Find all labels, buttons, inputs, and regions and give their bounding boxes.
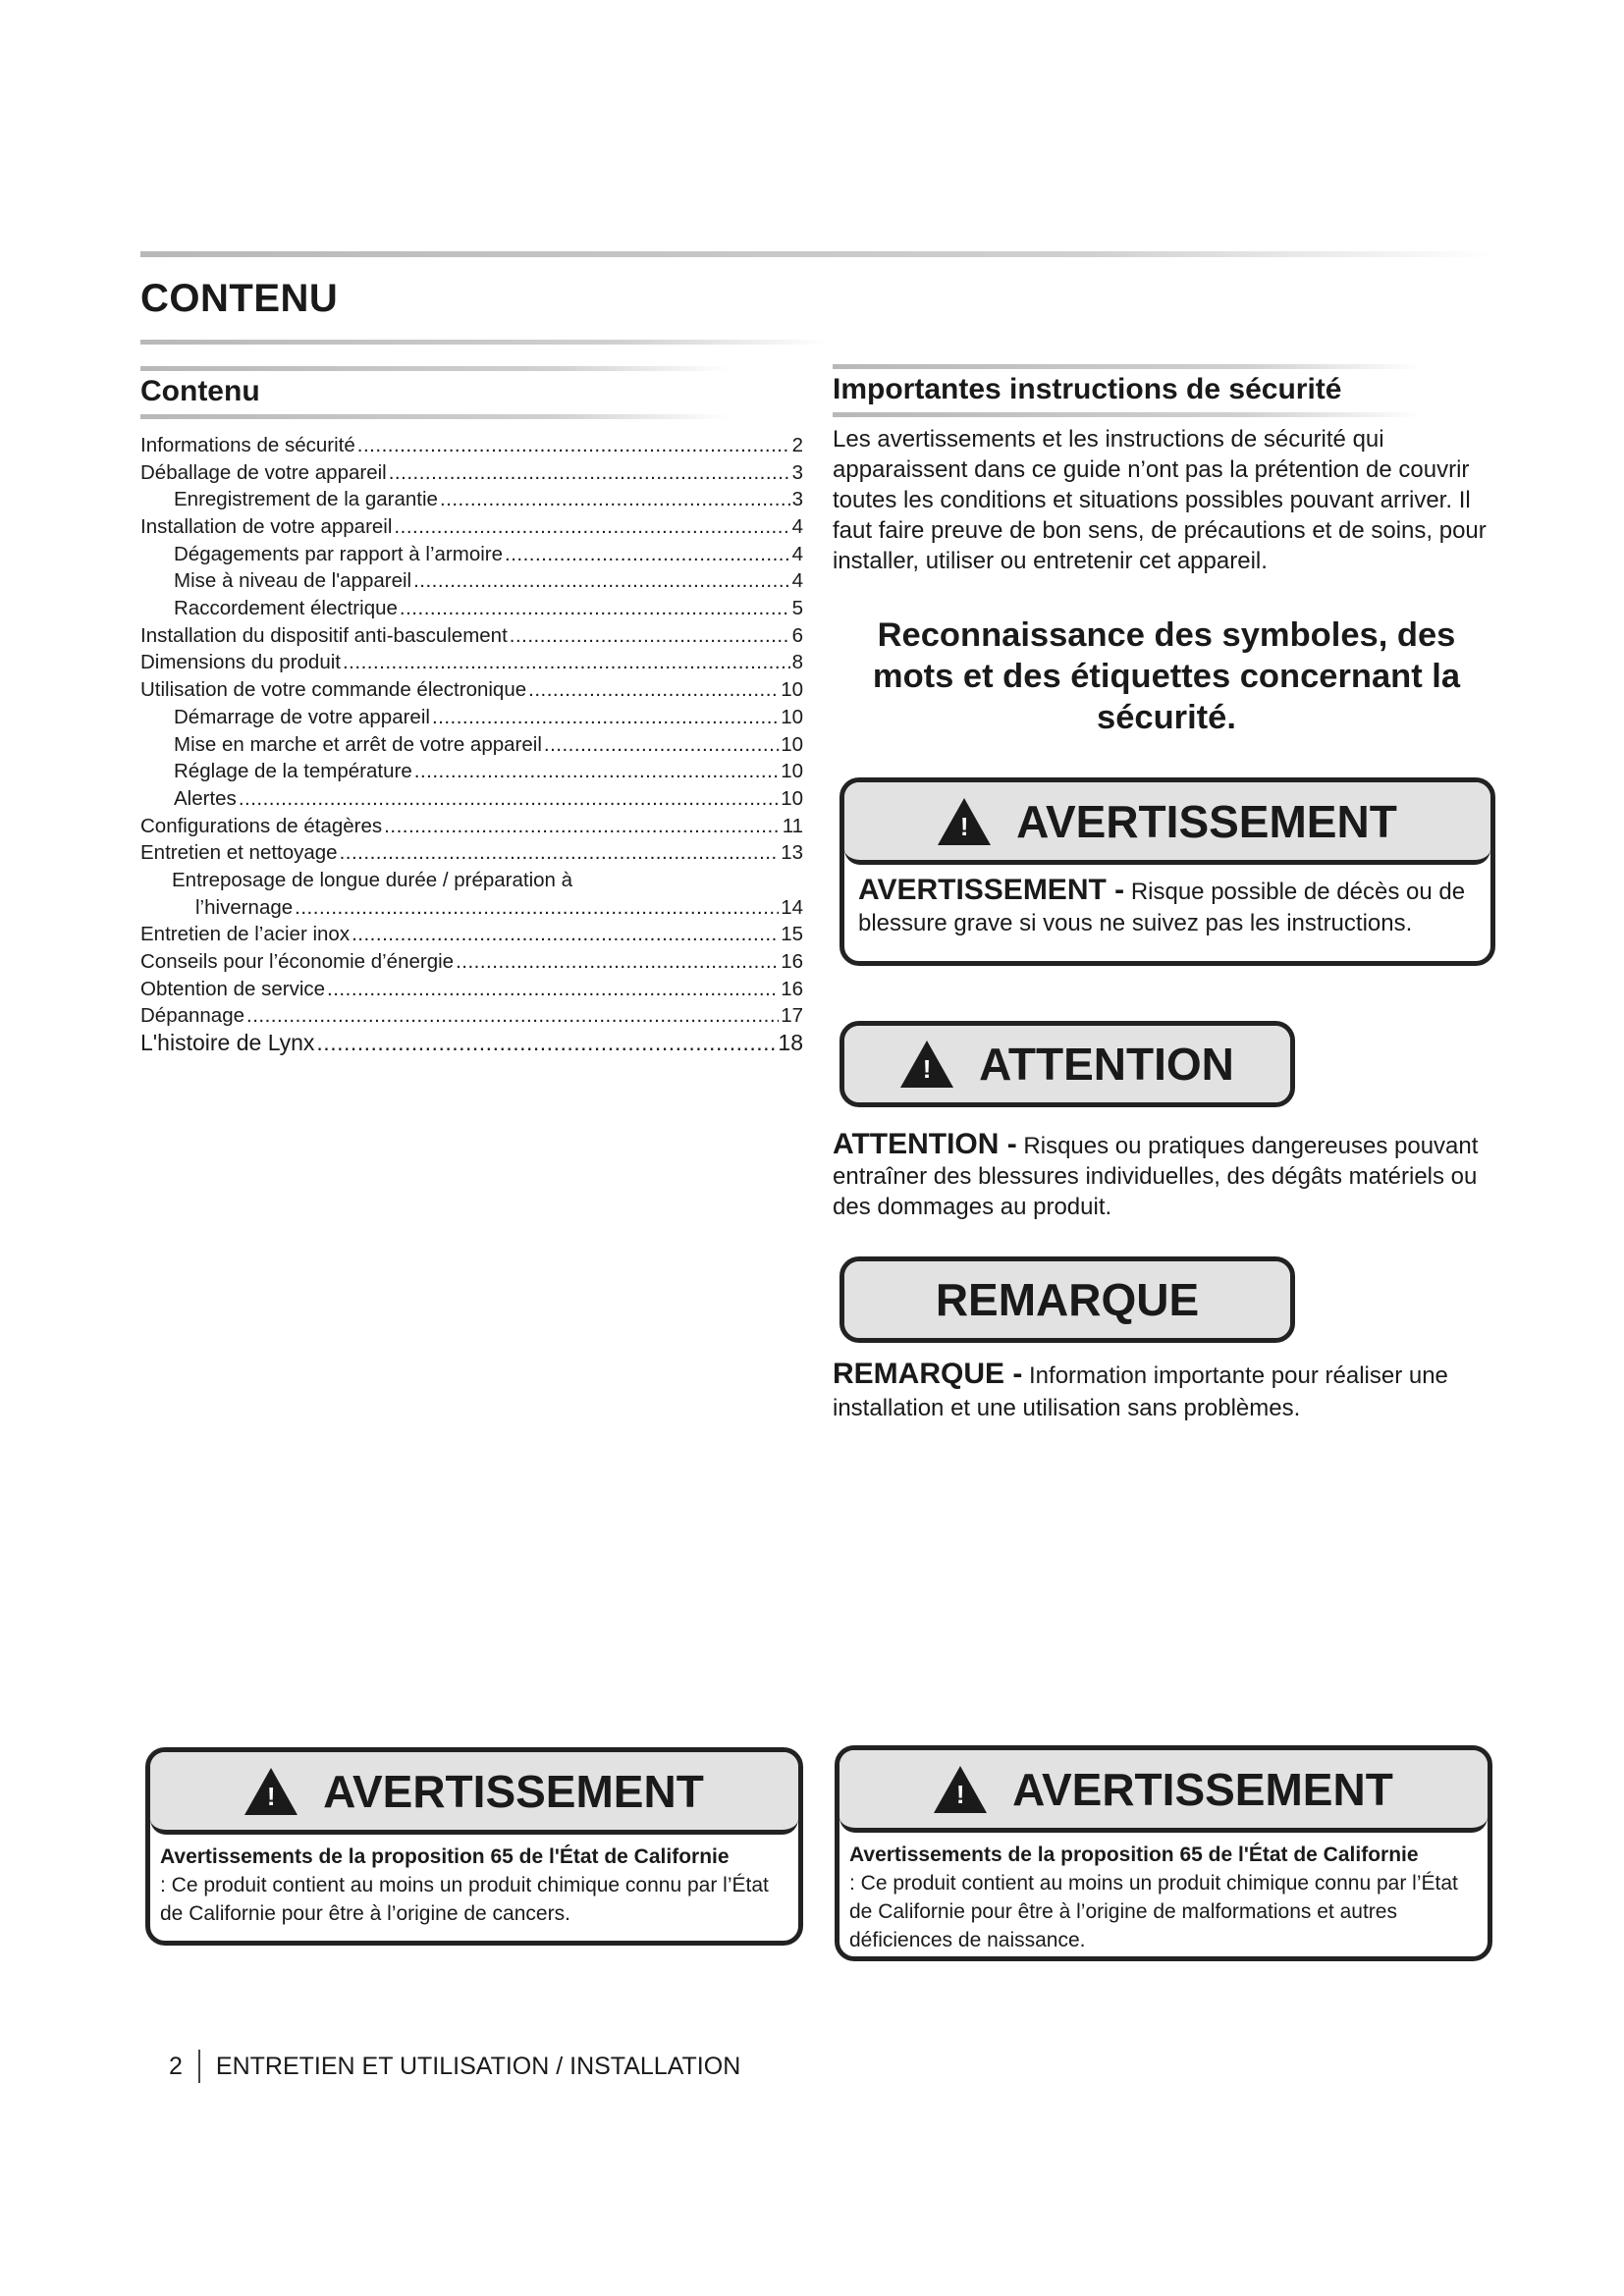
caution-description bbox=[833, 1129, 1500, 1222]
toc-leader-dots bbox=[414, 758, 779, 785]
prop65-birth-defects-warning bbox=[835, 1745, 1492, 1961]
toc-entry-page: 16 bbox=[781, 950, 803, 974]
toc-entry[interactable] bbox=[140, 758, 803, 785]
prop65-label-title: AVERTISSEMENT bbox=[1012, 1763, 1393, 1815]
note-text: Information importante pour réaliser une installation et une utilisation sans problèmes. bbox=[833, 1362, 1448, 1421]
toc-entry-label: Dépannage bbox=[140, 1004, 245, 1028]
toc-entry-page: 16 bbox=[781, 977, 803, 1000]
note-description bbox=[833, 1358, 1500, 1424]
toc-entry[interactable] bbox=[140, 432, 803, 459]
toc-entry-label: Obtention de service bbox=[140, 977, 326, 1000]
toc-entry[interactable] bbox=[140, 622, 803, 650]
page-title: CONTENU bbox=[140, 277, 339, 320]
toc-entry[interactable] bbox=[140, 650, 803, 677]
toc-entry-label: Dégagements par rapport à l’armoire bbox=[174, 542, 503, 565]
toc-entry-page: 10 bbox=[781, 678, 803, 702]
toc-rule-bottom bbox=[140, 414, 730, 419]
toc-entry-label: Alertes bbox=[174, 786, 237, 810]
toc-entry-page: 14 bbox=[781, 895, 803, 919]
toc-entry-page: 17 bbox=[781, 1004, 803, 1028]
prop65-label-title: AVERTISSEMENT bbox=[323, 1765, 704, 1817]
toc-heading: Contenu bbox=[140, 375, 260, 407]
toc-entry-label: Configurations de étagères bbox=[140, 814, 383, 837]
toc-entry[interactable]: Entreposage de longue durée / préparation à bbox=[172, 869, 573, 891]
toc-leader-dots bbox=[340, 839, 780, 867]
safety-heading: Importantes instructions de sécurité bbox=[833, 373, 1342, 405]
toc-leader-dots bbox=[384, 813, 781, 840]
safety-rule-bottom bbox=[833, 412, 1422, 417]
toc-leader-dots bbox=[246, 1002, 779, 1030]
toc-entry[interactable] bbox=[140, 513, 803, 541]
toc-entry[interactable] bbox=[140, 459, 803, 487]
toc-entry-page: 4 bbox=[791, 542, 803, 565]
toc-entry-page: 11 bbox=[782, 814, 803, 837]
toc-entry-label: Mise à niveau de l'appareil bbox=[174, 569, 412, 593]
toc-leader-dots bbox=[432, 704, 779, 731]
toc-entry-label: Raccordement électrique bbox=[174, 597, 398, 620]
toc-entry[interactable] bbox=[140, 948, 803, 976]
footer-section: ENTRETIEN ET UTILISATION / INSTALLATION bbox=[215, 2052, 741, 2080]
toc-entry-page: 3 bbox=[791, 460, 803, 484]
toc-leader-dots bbox=[389, 459, 790, 487]
header-rule bbox=[140, 251, 1495, 257]
table-of-contents bbox=[140, 432, 803, 1057]
safety-paragraph: Les avertissements et les instructions de sécurité qui apparaissent dans ce guide n’ont pas la prétention de couvrir toutes les conditions et situations possibles pouvant arriver. Il faut faire preuve de bon sens, de précautions et de soins, pour installer, utiliser ou entretenir cet appareil. bbox=[833, 426, 1487, 574]
toc-entry[interactable] bbox=[140, 976, 803, 1003]
caution-text: Risques ou pratiques dangereuses pouvant entraîner des blessures individuelles, des dégâts matériels ou des dommages au produit. bbox=[833, 1133, 1479, 1220]
toc-entry[interactable] bbox=[140, 785, 803, 813]
toc-entry-label: Enregistrement de la garantie bbox=[174, 488, 438, 511]
footer-divider bbox=[198, 2050, 200, 2083]
warning-triangle-icon: ! bbox=[934, 1766, 987, 1813]
toc-entry-label: Conseils pour l’économie d’énergie bbox=[140, 950, 455, 974]
toc-leader-dots bbox=[343, 649, 790, 676]
toc-entry-label: Dimensions du produit bbox=[140, 651, 341, 674]
toc-entry[interactable] bbox=[140, 1030, 803, 1057]
warning-term: AVERTISSEMENT - bbox=[858, 874, 1125, 906]
toc-entry-page: 2 bbox=[791, 433, 803, 456]
safety-rule-top bbox=[833, 364, 1422, 369]
toc-entry-page: 8 bbox=[791, 651, 803, 674]
caution-term: ATTENTION - bbox=[833, 1128, 1017, 1160]
toc-leader-dots bbox=[544, 731, 779, 759]
prop65-term: Avertissements de la proposition 65 de l'État de Californie bbox=[849, 1843, 1419, 1866]
toc-entry-page: 6 bbox=[791, 623, 803, 647]
toc-entry-label: Réglage de la température bbox=[174, 760, 412, 783]
toc-entry[interactable] bbox=[140, 731, 803, 759]
toc-entry-label: Mise en marche et arrêt de votre appareil bbox=[174, 732, 542, 756]
toc-entry-label: Démarrage de votre appareil bbox=[174, 705, 430, 728]
page-number: 2 bbox=[169, 2052, 183, 2080]
toc-entry-label: Informations de sécurité bbox=[140, 433, 355, 456]
toc-rule-top bbox=[140, 366, 730, 371]
toc-entry-page: 18 bbox=[778, 1030, 803, 1056]
toc-entry-page: 4 bbox=[791, 569, 803, 593]
toc-leader-dots bbox=[295, 894, 779, 922]
caution-label bbox=[839, 1021, 1295, 1107]
prop65-text: : Ce produit contient au moins un produit chimique connu par l’État de Californie pour être à l’origine de cancers. bbox=[160, 1874, 769, 1925]
toc-leader-dots bbox=[400, 595, 790, 622]
toc-entry-label: L'histoire de Lynx bbox=[140, 1030, 315, 1056]
toc-entry-label: Utilisation de votre commande électronique bbox=[140, 678, 527, 702]
toc-entry[interactable] bbox=[140, 1002, 803, 1030]
toc-entry-label: Entretien de l’acier inox bbox=[140, 923, 351, 946]
toc-entry[interactable] bbox=[140, 894, 803, 922]
warning-label-title: AVERTISSEMENT bbox=[1016, 795, 1397, 847]
toc-entry-label: Déballage de votre appareil bbox=[140, 460, 387, 484]
toc-leader-dots bbox=[316, 1030, 776, 1057]
warning-label bbox=[839, 777, 1495, 966]
toc-entry[interactable] bbox=[140, 486, 803, 513]
warning-triangle-icon: ! bbox=[938, 798, 991, 845]
note-term: REMARQUE - bbox=[833, 1358, 1023, 1390]
warning-text: Risque possible de décès ou de blessure grave si vous ne suivez pas les instructions. bbox=[858, 879, 1466, 936]
toc-entry[interactable] bbox=[140, 704, 803, 731]
toc-entry[interactable] bbox=[140, 595, 803, 622]
toc-entry-page: 10 bbox=[781, 705, 803, 728]
toc-entry[interactable] bbox=[140, 567, 803, 595]
note-label-title: REMARQUE bbox=[935, 1274, 1200, 1325]
toc-leader-dots bbox=[394, 513, 789, 541]
toc-leader-dots bbox=[357, 432, 790, 459]
toc-entry[interactable] bbox=[140, 921, 803, 948]
toc-entry-label: Entretien et nettoyage bbox=[140, 841, 338, 865]
caution-label-title: ATTENTION bbox=[979, 1039, 1234, 1090]
toc-entry-page: 4 bbox=[791, 515, 803, 539]
warning-triangle-icon: ! bbox=[900, 1041, 953, 1088]
toc-leader-dots bbox=[528, 676, 779, 704]
toc-entry-page: 3 bbox=[791, 488, 803, 511]
title-rule bbox=[140, 340, 828, 345]
toc-entry-page: 13 bbox=[781, 841, 803, 865]
symbols-heading: Reconnaissance des symboles, des mots et des étiquettes concernant la sécurité. bbox=[872, 616, 1461, 736]
toc-entry-label: l’hivernage bbox=[195, 895, 294, 919]
toc-leader-dots bbox=[440, 486, 790, 513]
toc-entry-page: 10 bbox=[781, 786, 803, 810]
toc-leader-dots bbox=[352, 921, 779, 948]
toc-entry-page: 15 bbox=[781, 923, 803, 946]
toc-leader-dots bbox=[505, 541, 790, 568]
toc-entry-page: 5 bbox=[791, 597, 803, 620]
toc-entry[interactable] bbox=[140, 676, 803, 704]
toc-leader-dots bbox=[239, 785, 779, 813]
note-label bbox=[839, 1256, 1295, 1343]
warning-triangle-icon: ! bbox=[244, 1768, 298, 1815]
prop65-cancer-warning bbox=[145, 1747, 803, 1946]
toc-entry[interactable] bbox=[140, 839, 803, 867]
toc-entry-label: Installation de votre appareil bbox=[140, 515, 393, 539]
toc-entry-page: 10 bbox=[781, 760, 803, 783]
page-footer bbox=[169, 2050, 740, 2083]
toc-leader-dots bbox=[510, 622, 790, 650]
toc-leader-dots bbox=[413, 567, 790, 595]
toc-entry-page: 10 bbox=[781, 732, 803, 756]
toc-leader-dots bbox=[456, 948, 779, 976]
toc-entry[interactable] bbox=[140, 813, 803, 840]
toc-entry[interactable] bbox=[140, 541, 803, 568]
prop65-term: Avertissements de la proposition 65 de l'État de Californie bbox=[160, 1845, 730, 1868]
toc-leader-dots bbox=[327, 976, 779, 1003]
prop65-text: : Ce produit contient au moins un produit chimique connu par l’État de Californie pour être à l’origine de malformations et autres déficiences de naissance. bbox=[849, 1872, 1458, 1951]
toc-entry-label: Installation du dispositif anti-basculement bbox=[140, 623, 508, 647]
